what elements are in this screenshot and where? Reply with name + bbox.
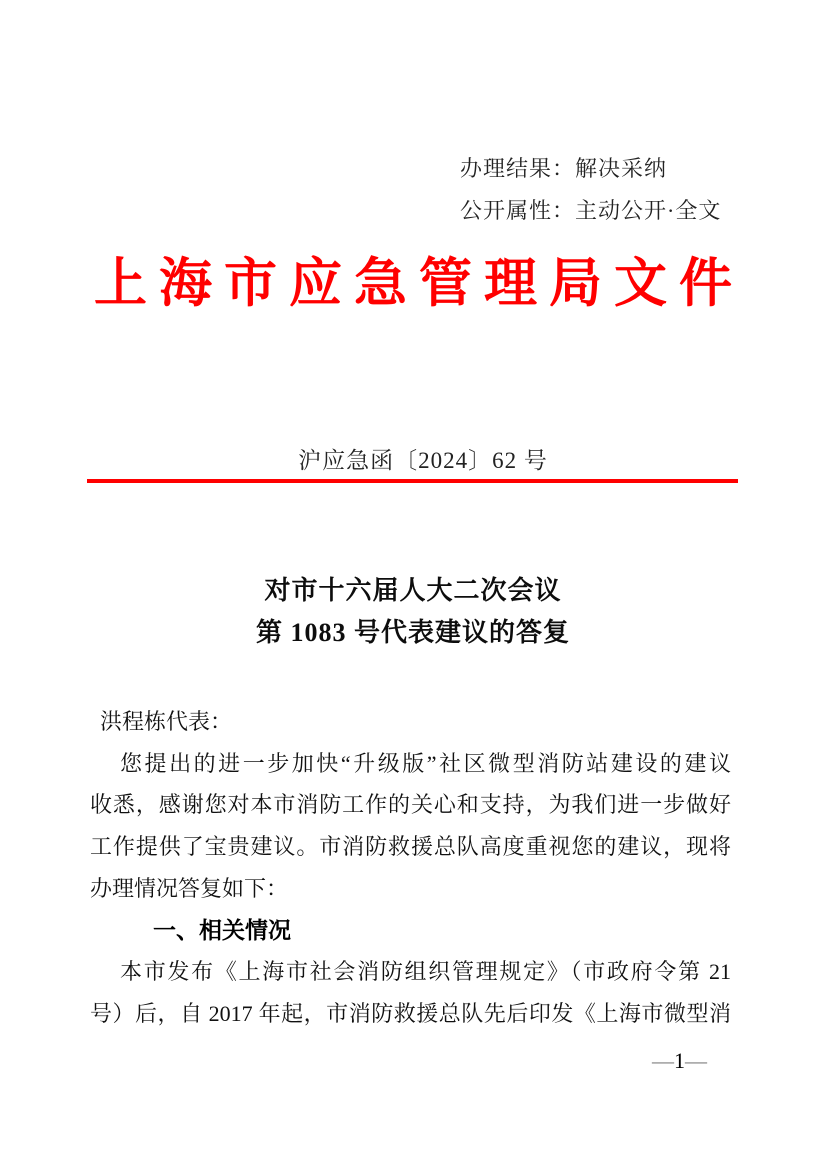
page-number-value: 1 [674, 1048, 685, 1073]
body-line: 您提出的进一步加快“升级版”社区微型消防站建设的建议 [120, 750, 731, 776]
red-separator-line [87, 479, 738, 483]
document-title [0, 570, 826, 654]
salutation: 洪程栋代表： [100, 709, 233, 734]
document-meta [460, 148, 721, 232]
body-line: 收悉，感谢您对本市消防工作的关心和支持，为我们进一步做好 [90, 792, 731, 818]
page-number [652, 1047, 707, 1075]
body-line: 本市发布《上海市社会消防组织管理规定》（市政府令第 21 [120, 959, 731, 985]
section-heading: 一、相关情况 [153, 916, 291, 943]
document-number: 沪应急函〔2024〕62 号 [298, 448, 548, 473]
document-title-line-2: 第 1083 号代表建议的答复 [255, 618, 570, 647]
masthead-title: 上海市应急管理局文件 [94, 254, 744, 313]
document-body [90, 701, 731, 1035]
page-number-dash-right: — [685, 1048, 707, 1073]
page-number-dash-left: — [652, 1048, 674, 1073]
body-line: 工作提供了宝贵建议。市消防救援总队高度重视您的建议，现将 [90, 834, 731, 860]
paragraph-2 [90, 951, 731, 1034]
publicity-label: 公开属性：主动公开·全文 [460, 198, 722, 223]
document-title-line-1: 对市十六届人大二次会议 [264, 576, 562, 605]
handling-result-label: 办理结果：解决采纳 [460, 156, 668, 181]
body-line: 办理情况答复如下： [90, 875, 289, 901]
paragraph-1 [90, 743, 731, 910]
body-line: 号）后，自 2017 年起，市消防救援总队先后印发《上海市微型消 [90, 1000, 731, 1026]
